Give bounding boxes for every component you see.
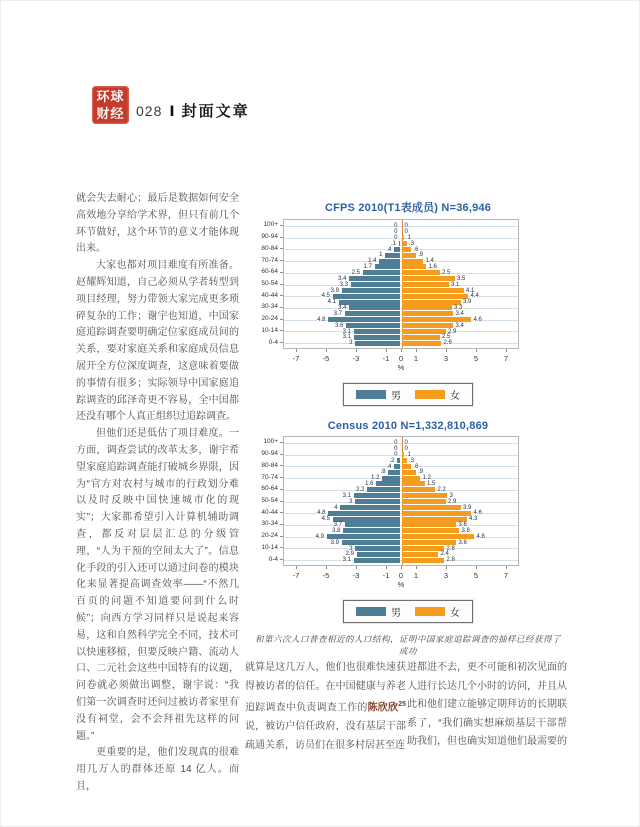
stamp-line2: 财经 [96, 106, 125, 121]
bar-value-label: 3.8 [332, 528, 341, 535]
bar-value-label: 3.3 [454, 305, 463, 312]
male-bar [394, 247, 400, 252]
female-bar [402, 458, 407, 463]
left-text-column [76, 191, 239, 796]
male-bar [343, 528, 400, 533]
bar-value-label: .8 [380, 469, 386, 476]
legend-label: 男 [391, 608, 401, 619]
female-bar [402, 493, 447, 498]
bottom-right-text: 进都进不去，更不可能和初次见面的人进行长达几个小时的访问，并且从此和他们建立能够定期拜访的长期联系了，“我们确实想麻烦基层干部帮助我们，但也确实知道他们最需要的 [407, 662, 567, 748]
x-axis-tick [386, 349, 387, 352]
x-axis-unit-label: % [397, 580, 405, 589]
x-axis [283, 349, 519, 375]
bar-value-label: 0 [394, 223, 398, 230]
bar-value-label: 1.2 [422, 475, 431, 482]
bar-value-label: 3.6 [458, 522, 467, 529]
female-bar [402, 546, 444, 551]
male-bar [345, 522, 401, 527]
chart-title: Census 2010 N=1,332,810,869 [327, 420, 489, 432]
stamp-line1: 环球 [96, 89, 125, 104]
female-bar [402, 259, 423, 264]
bar-value-label: 1.6 [428, 264, 437, 271]
male-bar [376, 481, 400, 486]
y-axis-tick-label: 100+ [263, 438, 278, 446]
bar-value-label: 0 [404, 446, 408, 453]
bar-value-label: 4.6 [473, 510, 482, 517]
female-bar [402, 317, 471, 322]
bar-value-label: 2.6 [443, 340, 452, 347]
female-bar [402, 476, 420, 481]
male-bar [363, 270, 401, 275]
male-bar [397, 458, 400, 463]
female-bar [402, 270, 440, 275]
bar-value-label: 3.6 [335, 322, 344, 329]
female-bar [402, 282, 449, 287]
x-axis-tick [416, 349, 417, 352]
legend-item [356, 604, 401, 619]
x-axis-tick-label: -7 [292, 354, 300, 363]
male-bar [357, 552, 401, 557]
female-bar [402, 552, 438, 557]
x-axis-tick [506, 566, 507, 569]
male-bar [355, 546, 400, 551]
bar-value-label: 4.9 [315, 533, 324, 540]
plot-wrap [261, 436, 519, 592]
x-axis-tick [296, 566, 297, 569]
male-bar [327, 534, 401, 539]
bar-value-label: 0 [394, 234, 398, 241]
x-axis-tick-label: -1 [382, 571, 390, 580]
page-number: 028 [136, 103, 163, 119]
male-bar [333, 517, 401, 522]
y-axis-tick-label: 70-74 [261, 473, 278, 481]
x-axis-tick-label: 5 [473, 354, 479, 363]
y-axis-tick-label: 40-44 [261, 508, 278, 516]
x-axis-tick-label: 1 [413, 354, 419, 363]
plot-wrap [261, 219, 519, 375]
male-bar [394, 464, 400, 469]
bar-value-label: 3.7 [333, 311, 342, 318]
legend-label: 女 [450, 391, 460, 402]
y-axis-tick-label: 70-74 [261, 256, 278, 264]
y-axis-tick-label: 0-4 [268, 555, 278, 563]
bar-value-label: 2.5 [442, 334, 451, 341]
bar-value-label: 1.2 [371, 475, 380, 482]
bar-value-label: 2.5 [442, 270, 451, 277]
bar-value-label: 4.1 [327, 299, 336, 306]
legend-box [343, 600, 473, 623]
legend-swatch [415, 607, 445, 616]
male-bar [382, 476, 400, 481]
charts-panel [257, 199, 559, 623]
bar-value-label: 3.9 [463, 299, 472, 306]
male-bar [328, 511, 400, 516]
male-bar [354, 335, 401, 340]
bar-value-label: 3.9 [463, 504, 472, 511]
bar-value-label: 1.7 [363, 264, 372, 271]
male-bar [333, 294, 401, 299]
x-axis-tick [446, 566, 447, 569]
male-bar [351, 282, 401, 287]
bar-value-label: 0 [394, 451, 398, 458]
x-axis-tick [476, 349, 477, 352]
female-bar [402, 235, 404, 240]
y-axis-tick-label: 20-24 [261, 532, 278, 540]
female-bar [402, 534, 474, 539]
person-name: 陈欣欣 [367, 702, 399, 714]
bar-value-label: 3.4 [455, 311, 464, 318]
bar-value-label: 3.3 [339, 281, 348, 288]
x-axis-tick-label: 3 [443, 571, 449, 580]
section-title: 封面文章 [181, 103, 250, 120]
male-bar [346, 323, 400, 328]
bar-value-label: 1.6 [365, 481, 374, 488]
female-bar [402, 294, 468, 299]
male-bar [349, 305, 400, 310]
y-axis-tick-label: 10-14 [261, 543, 278, 551]
female-bar [402, 311, 453, 316]
bar-value-label: 0 [404, 229, 408, 236]
bottom-text-column-middle [245, 659, 406, 755]
legend-label: 女 [450, 608, 460, 619]
paragraph: 大家也都对项目难度有所准备。赵耀辉知道，自己必须从学者转型到项目经理，努力带领大家完成更多琐碎复杂的工作；谢宇也知道，中国家庭追踪调查要明确定位家庭成员间的关系，要对家庭关系和家庭成员信息展开全方位深度调查，这意味着要做的事情有很多；实际领导中国家庭追踪调查的邱泽奇更不容易，全中国都还没有哪个人真正组织过追踪调查。 [76, 260, 239, 423]
y-axis-tick-label: 30-34 [261, 520, 278, 528]
y-axis-tick-label: 60-64 [261, 485, 278, 493]
y-axis-tick-label: 10-14 [261, 326, 278, 334]
male-bar [354, 493, 401, 498]
bar-value-label: .4 [386, 463, 392, 470]
x-axis-tick-label: 1 [413, 571, 419, 580]
x-axis-unit-label: % [397, 363, 405, 372]
page-header [136, 100, 250, 121]
chart-census-pyramid [257, 420, 559, 623]
bar-value-label: 3.4 [338, 305, 347, 312]
bar-value-label: 0 [404, 440, 408, 447]
bar-value-label: 0 [394, 440, 398, 447]
bar-value-label: .3 [409, 457, 415, 464]
male-bar [355, 341, 400, 346]
bar-value-label: 3.7 [333, 522, 342, 529]
bar-value-label: 1.4 [425, 258, 434, 265]
bottom-text-column-right [407, 659, 567, 752]
bar-value-label: 4.5 [321, 293, 330, 300]
chart-legend [257, 600, 559, 623]
y-axis-tick-label: 60-64 [261, 268, 278, 276]
female-bar [402, 288, 464, 293]
bar-value-label: .9 [418, 252, 424, 259]
bar-value-label: .4 [386, 246, 392, 253]
female-bar [402, 264, 426, 269]
chart-title: CFPS 2010(T1表成员) N=36,946 [324, 202, 492, 214]
paragraph: 更重要的是，他们发现真的很难用几万人的群体还原 14 亿人。而且， [76, 747, 239, 792]
bar-value-label: .3 [409, 240, 415, 247]
bar-value-label: 3.1 [451, 281, 460, 288]
y-axis-tick-label: 50-54 [261, 280, 278, 287]
paragraph: 但他们还是低估了项目难度。一方面，调查尝试的改革太多，谢宇希望家庭追踪调查能打破城乡界限，因为“官方对农村与城市的行政划分难以及时反映中国快速城市化的现实”；大家都希望引入计算机辅助调查，都反对层层汇总的分级管理，“人为干预的空间太大了”。信息化手段的引入还可以通过问卷的模块化来显著提高调查效率——“不然几百页的问题不知道要问到什么时候”；向西方学习同样只是说起来容易，这和自然科学完全不同，技术可以快速移植，但要反映户籍、流动人口、二元社会这些中国特有的议题，问卷就必须做出调整，谢宇说：“我们第一次调查时还问过被访者家里有没有祠堂，会不会拜祖先这样的问题。” [76, 428, 239, 742]
bar-value-label: 4.8 [317, 316, 326, 323]
x-axis-tick-label: 0 [398, 571, 404, 580]
bar-value-label: 4.1 [466, 287, 475, 294]
x-axis-tick-label: -3 [352, 354, 360, 363]
male-bar [340, 505, 400, 510]
x-axis-tick-label: 7 [503, 354, 509, 363]
bar-value-label: 4.3 [469, 516, 478, 523]
bar-value-label: 3 [349, 340, 353, 347]
header-divider: Ⅰ [169, 103, 175, 119]
legend-swatch [356, 607, 386, 616]
y-axis-tick-label: 90-94 [261, 450, 278, 458]
bar-value-label: 2.2 [437, 487, 446, 494]
legend-item [415, 387, 460, 402]
x-axis-tick [446, 349, 447, 352]
bar-value-label: 2.8 [446, 545, 455, 552]
bar-value-label: 4 [334, 504, 338, 511]
bar-value-label: 3 [449, 492, 453, 499]
legend-swatch [356, 390, 386, 399]
male-bar [355, 499, 400, 504]
legend-item [356, 387, 401, 402]
bar-value-label: 2.9 [448, 498, 457, 505]
bar-value-label: 2.9 [448, 328, 457, 335]
bar-value-label: 3.1 [342, 334, 351, 341]
x-axis-tick-label: -7 [292, 571, 300, 580]
bottom-middle-pre: 就算是这几万人，他们也很难快速获得被访者的信任。在中国健康与养老追踪调查中负责调查工作的 [245, 662, 406, 714]
male-bar [399, 241, 401, 246]
bar-value-label: 1.4 [368, 258, 377, 265]
bar-value-label: 3.1 [342, 557, 351, 564]
male-bar [354, 329, 401, 334]
bar-value-label: 3.8 [461, 528, 470, 535]
female-bar [402, 517, 467, 522]
paragraph: 就会失去耐心；最后是数据如何安全高效地分享给学术界，但只有前几个环节做好，这个环节的意义才能体现出来。 [76, 193, 239, 255]
legend-swatch [415, 390, 445, 399]
y-axis-tick-label: 80-84 [261, 244, 278, 252]
bar-value-label: 0 [404, 223, 408, 230]
chart-legend [257, 383, 559, 406]
bar-value-label: 2.5 [351, 270, 360, 277]
male-bar [342, 540, 401, 545]
female-bar [402, 511, 471, 516]
female-bar [402, 505, 461, 510]
legend-box [343, 383, 473, 406]
bar-value-label: 1 [379, 252, 383, 259]
x-axis [283, 566, 519, 592]
y-axis-tick-label: 0-4 [268, 338, 278, 346]
x-axis-tick [296, 349, 297, 352]
bar-value-label: 3 [349, 498, 353, 505]
y-axis-tick-label: 40-44 [261, 291, 278, 299]
female-bar [402, 341, 441, 346]
bar-value-label: 2.8 [446, 557, 455, 564]
bottom-middle-post: 说，被访户信任政府，没有基层干部疏通关系，访员们在很多村居甚至连 [245, 721, 406, 751]
y-axis-tick-label: 30-34 [261, 303, 278, 311]
bar-value-label: .9 [418, 469, 424, 476]
male-bar [375, 264, 401, 269]
female-bar [402, 300, 461, 305]
footnote-marker: 25 [398, 701, 407, 709]
x-axis-tick-label: 7 [503, 571, 509, 580]
female-bar [402, 305, 452, 310]
y-axis-tick-label: 20-24 [261, 315, 278, 323]
female-bar [402, 558, 444, 563]
male-bar [379, 259, 400, 264]
bar-value-label: 0 [394, 446, 398, 453]
bar-value-label: 3.6 [458, 539, 467, 546]
female-bar [402, 253, 416, 258]
x-axis-tick [401, 349, 402, 352]
bar-value-label: 4.8 [476, 533, 485, 540]
x-axis-tick-label: 3 [443, 354, 449, 363]
magazine-logo-stamp [92, 86, 129, 124]
female-bar [402, 464, 411, 469]
female-bar [402, 452, 404, 457]
female-bar [402, 470, 416, 475]
bar-value-label: 4.5 [321, 516, 330, 523]
bar-value-label: 3.4 [455, 322, 464, 329]
bar-value-label: 4.4 [470, 293, 479, 300]
female-bar [402, 323, 453, 328]
x-axis-tick [401, 566, 402, 569]
female-bar [402, 481, 425, 486]
y-axis-tick-label: 100+ [263, 221, 278, 229]
plot-area [283, 219, 519, 349]
male-bar [354, 558, 401, 563]
bar-value-label: 4.6 [473, 316, 482, 323]
bar-value-label: .6 [413, 246, 419, 253]
x-axis-tick [506, 349, 507, 352]
y-axis-tick-label: 80-84 [261, 461, 278, 469]
x-axis-tick-label: -1 [382, 354, 390, 363]
x-axis-tick [416, 566, 417, 569]
bar-value-label: 3.4 [338, 275, 347, 282]
plot-area [283, 436, 519, 566]
bar-value-label: 3.1 [342, 328, 351, 335]
bar-value-label: 2.9 [345, 551, 354, 558]
bar-value-label: 0 [394, 229, 398, 236]
x-axis-tick-label: -3 [352, 571, 360, 580]
chart-caption: 和第六次人口普查相近的人口结构，证明中国家庭追踪调查的抽样已经获得了成功 [254, 634, 561, 656]
y-axis-tick-label: 90-94 [261, 233, 278, 241]
bar-value-label: 2.2 [356, 487, 365, 494]
male-bar [345, 311, 401, 316]
male-bar [339, 300, 401, 305]
female-bar [402, 540, 456, 545]
bar-value-label: 3.9 [330, 287, 339, 294]
bar-value-label: 4.8 [317, 510, 326, 517]
female-bar [402, 329, 446, 334]
female-bar [402, 522, 456, 527]
bar-value-label: .2 [389, 457, 395, 464]
x-axis-tick [326, 349, 327, 352]
legend-item [415, 604, 460, 619]
x-axis-tick-label: 5 [473, 571, 479, 580]
female-bar [402, 276, 455, 281]
bar-value-label: .1 [406, 451, 412, 458]
y-axis-tick-label: 50-54 [261, 497, 278, 504]
bar-value-label: 2.4 [440, 551, 449, 558]
x-axis-tick-label: -5 [322, 354, 330, 363]
legend-label: 男 [391, 391, 401, 402]
bar-value-label: 1.5 [427, 481, 436, 488]
male-bar [385, 253, 400, 258]
male-bar [367, 487, 400, 492]
male-bar [388, 470, 400, 475]
x-axis-tick-label: -5 [322, 571, 330, 580]
bar-value-label: 3.5 [457, 275, 466, 282]
female-bar [402, 247, 411, 252]
x-axis-tick [386, 566, 387, 569]
female-bar [402, 499, 446, 504]
bar-value-label: 3.9 [330, 539, 339, 546]
male-bar [328, 317, 400, 322]
x-axis-tick-label: 0 [398, 354, 404, 363]
x-axis-tick [356, 349, 357, 352]
bar-value-label: .1 [406, 234, 412, 241]
x-axis-tick [326, 566, 327, 569]
female-bar [402, 335, 440, 340]
bar-value-label: 3.1 [342, 492, 351, 499]
bar-value-label: 3 [349, 545, 353, 552]
female-bar [402, 241, 407, 246]
female-bar [402, 528, 459, 533]
male-bar [342, 288, 401, 293]
bar-value-label: .1 [390, 240, 396, 247]
chart-cfps-pyramid [257, 199, 559, 406]
x-axis-tick [356, 566, 357, 569]
x-axis-tick [476, 566, 477, 569]
bar-value-label: .6 [413, 463, 419, 470]
female-bar [402, 487, 435, 492]
male-bar [349, 276, 400, 281]
